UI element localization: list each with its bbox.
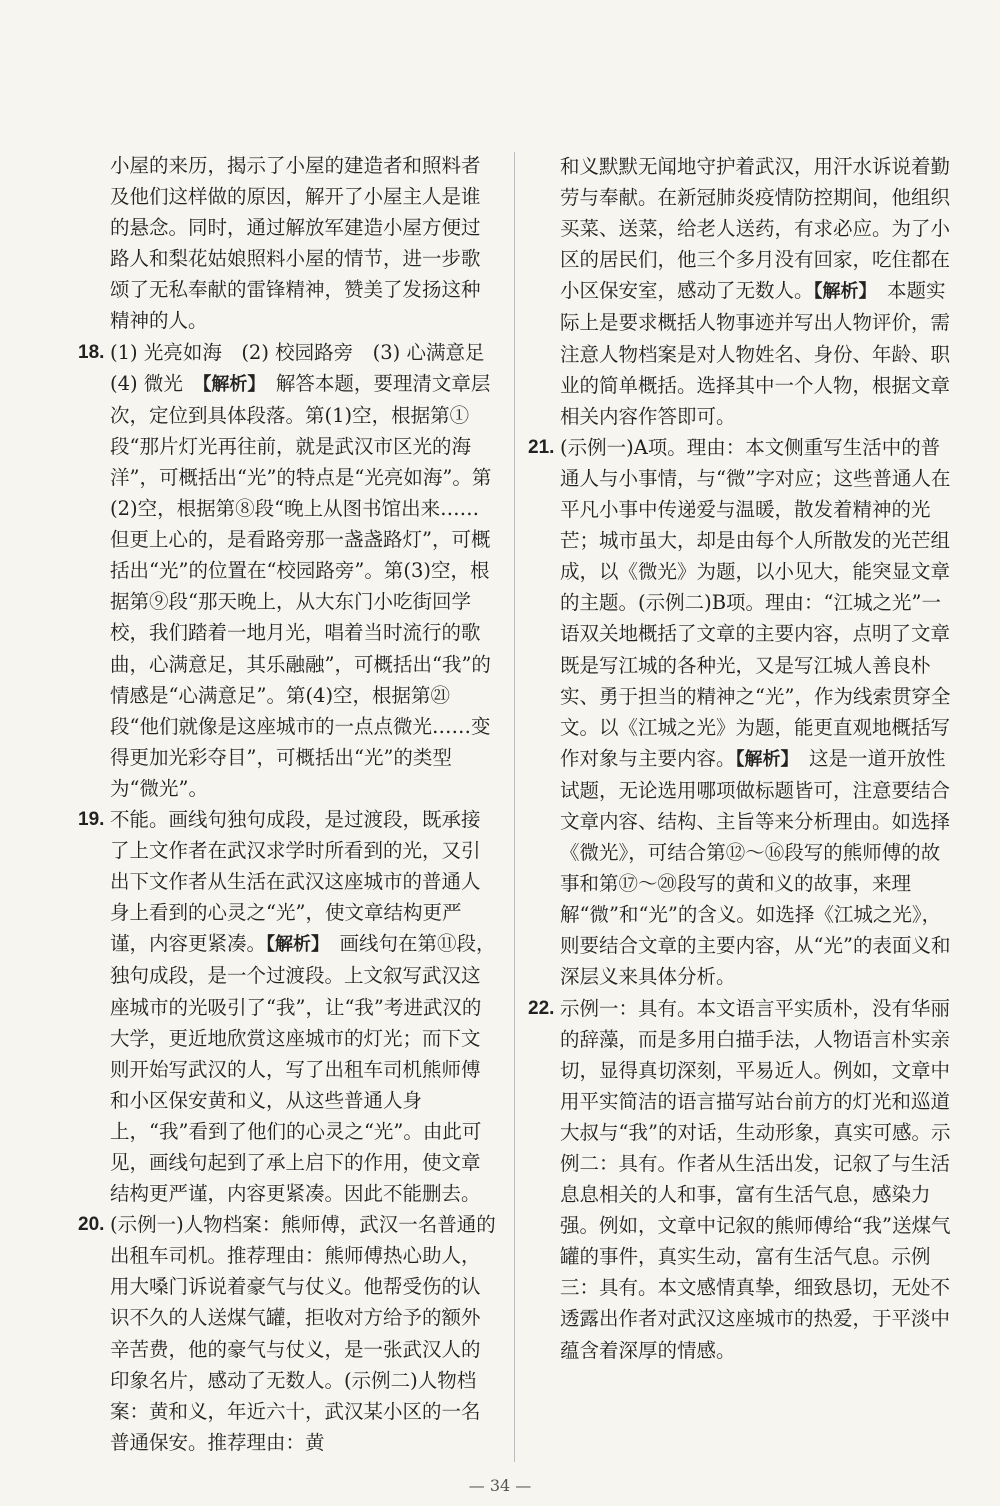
answer-19-text: 不能。画线句独句成段，是过渡段，既承接了上文作者在武汉求学时所看到的光，又引出下文作者从生活在武汉这座城市的普通人身上看到的心灵之“光”，使文章结构更严谨，内容更紧凑。 [110, 807, 481, 956]
answer-20-number: 20. [78, 1214, 105, 1236]
answer-18-analysis: 解答本题，要理清文章层次，定位到具体段落。第(1)空，根据第①段“那片灯光再往前，就是武汉市区光的海洋”，可概括出“光”的特点是“光亮如海”。第(2)空，根据第⑧段“晚上从图书馆出来……但更上心的，是看路旁那一盏盏路灯”，可概括出“光”的位置在“校园路旁”。第(3)空，根据第⑨段“那天晚上，从大东门小吃街回学校，我们踏着一地月光，唱着当时流行的歌曲，心满意足，其乐融融”，可概括出“我”的情感是“心满意足”。第(4)空，根据第㉑段“他们就像是这座城市的一点点微光……变得更加光彩夺目”，可概括出“光”的类型为“微光”。 [110, 371, 492, 800]
answer-21-number: 21. [528, 436, 555, 458]
answer-20-continued [530, 151, 952, 432]
left-column [78, 150, 504, 1458]
answer-20 [80, 1209, 498, 1458]
answer-18-number: 18. [78, 341, 105, 363]
answer-19 [80, 804, 498, 1209]
right-column [530, 151, 952, 1366]
answer-19-number: 19. [78, 808, 105, 830]
answer-20-analysis: 本题实际上是要求概括人物事迹并写出人物评价，需注意人物档案是对人物姓名、身份、年龄、职业的简单概括。选择其中一个人物，根据文章相关内容作答即可。 [560, 279, 951, 428]
answer-22 [530, 993, 952, 1366]
page-number: — 34 — [468, 1476, 532, 1495]
column-divider [514, 152, 515, 1462]
answer-17-continued [80, 150, 498, 337]
answer-18 [78, 337, 504, 804]
answer-21-analysis: 这是一道开放性试题，无论选用哪项做标题皆可，注意要结合文章内容、结构、主旨等来分析理由。如选择《微光》，可结合第⑫～⑯段写的熊师傅的故事和第⑰～⑳段写的黄和义的故事，来理解“微”和“光”的含义。如选择《江城之光》，则要结合文章的主要内容，从“光”的表面义和深层义来具体分析。 [560, 746, 951, 989]
analysis-label: 【解析】 [266, 934, 321, 956]
answer-20-text-continued: 和义默默无闻地守护着武汉，用汗水诉说着勤劳与奉献。在新冠肺炎疫情防控期间，他组织买菜、送菜，给老人送药，有求必应。为了小区的居民们，他三个多月没有回家，吃住都在小区保安室，感动了无数人。 [560, 155, 951, 303]
answer-18-text: (1) 光亮如海 (2) 校园路旁 (3) 心满意足 (4) 微光 [110, 340, 504, 395]
answer-20-text: (示例一)人物档案：熊师傅，武汉一名普通的出租车司机。推荐理由：熊师傅热心助人，用大嗓门诉说着豪气与仗义。他帮受伤的认识不久的人送煤气罐，拒收对方给予的额外辛苦费，他的豪气与仗义，是一张武汉人的印象名片，感动了无数人。(示例二)人物档案：黄和义，年近六十，武汉某小区的一名普通保安。推荐理由：黄 [110, 1213, 496, 1454]
analysis-label: 【解析】 [813, 281, 868, 303]
analysis-label: 【解析】 [202, 373, 257, 395]
answer-21-text: (示例一)A项。理由：本文侧重写生活中的普通人与小事情，与“微”字对应；这些普通人在平凡小事中传递爱与温暖，散发着精神的光芒；城市虽大，却是由每个人所散发的光芒组成，以《微光》为题，以小见大，能突显文章的主题。(示例二)B项。理由：“江城之光”一语双关地概括了文章的主要内容，点明了文章既是写江城的各种光，又是写江城人善良朴实、勇于担当的精神之“光”，作为线索贯穿全文。以《江城之光》为题，能更直观地概括写作对象与主要内容。 [560, 435, 951, 770]
analysis-label: 【解析】 [735, 748, 790, 770]
answer-21 [530, 432, 952, 993]
answer-22-number: 22. [528, 997, 555, 1019]
answer-17-text: 小屋的来历，揭示了小屋的建造者和照料者及他们这样做的原因，解开了小屋主人是谁的悬念。同时，通过解放军建造小屋方便过路人和梨花姑娘照料小屋的情节，进一步歌颂了无私奉献的雷锋精神，赞美了发扬这种精神的人。 [110, 154, 481, 333]
answer-19-analysis: 画线句在第⑪段，独句成段，是一个过渡段。上文叙写武汉这座城市的光吸引了“我”，让“我”考进武汉的大学，更近地欣赏这座城市的灯光；而下文则开始写武汉的人，写了出租车司机熊师傅和小区保安黄和义，从这些普通人身上，“我”看到了他们的心灵之“光”。由此可见，画线句起到了承上启下的作用，使文章结构更严谨，内容更紧凑。因此不能删去。 [110, 932, 496, 1206]
answer-22-text: 示例一：具有。本文语言平实质朴，没有华丽的辞藻，而是多用白描手法，人物语言朴实亲切，显得真切深刻，平易近人。例如，文章中用平实简洁的语言描写站台前方的灯光和巡道大叔与“我”的对话，生动形象，真实可感。示例二：具有。作者从生活出发，记叙了与生活息息相关的人和事，富有生活气息，感染力强。例如，文章中记叙的熊师傅给“我”送煤气罐的事件，真实生动，富有生活气息。示例三：具有。本文感情真挚，细致恳切，无处不透露出作者对武汉这座城市的热爱，于平淡中蕴含着深厚的情感。 [560, 996, 951, 1362]
